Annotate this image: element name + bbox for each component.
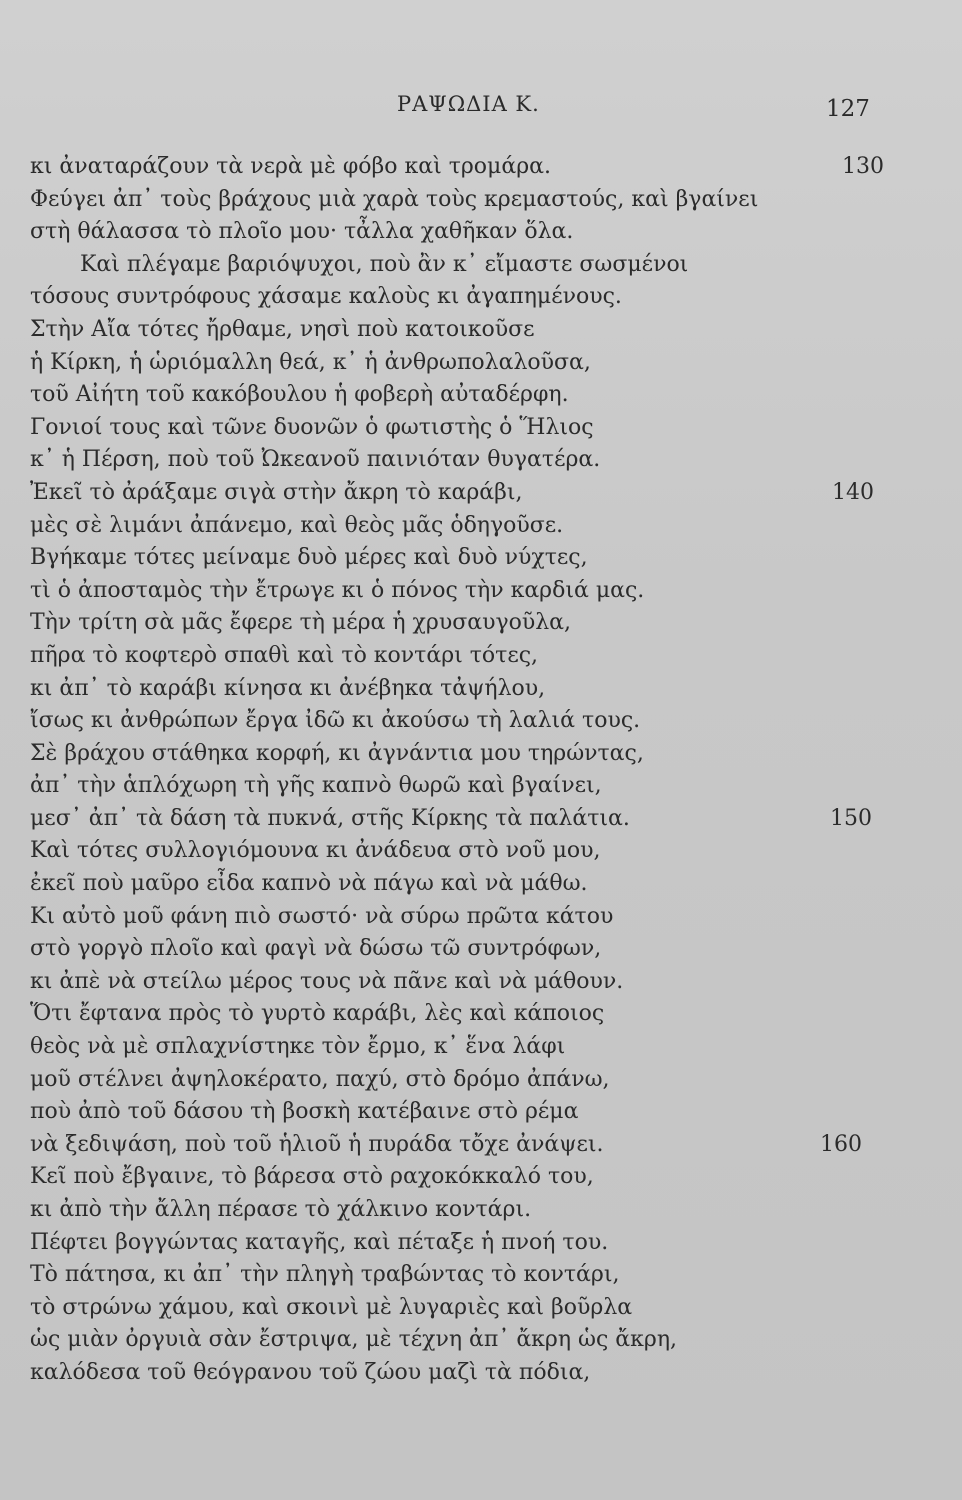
verse-line <box>30 1161 930 1194</box>
verse-text: Καὶ τότες συλλογιόμουνα κι ἀνάδευα στὸ νοῦ μου, <box>30 838 601 864</box>
verse-text: μοῦ στέλνει ἀψηλοκέρατο, παχύ, στὸ δρόμο ἀπάνω, <box>30 1066 610 1092</box>
verse-text: τοῦ Αἰήτη τοῦ κακόβουλου ἡ φοβερὴ αὐταδέρφη. <box>30 382 569 408</box>
page-number: 127 <box>826 96 870 122</box>
verse-text: ὡς μιὰν ὀργυιὰ σὰν ἔστριψα, μὲ τέχνη ἀπ᾽ ἄκρη ὡς ἄκρη, <box>30 1327 678 1353</box>
verse-line <box>30 835 930 868</box>
verse-line <box>30 281 930 314</box>
verse-line <box>30 1324 930 1357</box>
verse-text: κι ἀπὲ νὰ στείλω μέρος τους νὰ πᾶνε καὶ νὰ μάθουν. <box>30 968 624 994</box>
verse-line <box>30 933 930 966</box>
verse-text: ποὺ ἀπὸ τοῦ δάσου τὴ βοσκὴ κατέβαινε στὸ ρέμα <box>30 1099 579 1125</box>
verse-line <box>30 1031 930 1064</box>
line-number: 130 <box>842 154 884 179</box>
verse-text: Καὶ πλέγαμε βαριόψυχοι, ποὺ ἂν κ᾽ εἴμαστε σωσμένοι <box>80 251 689 277</box>
verse-line <box>30 249 930 282</box>
verse-line <box>30 673 930 706</box>
verse-line <box>30 379 930 412</box>
verse-line <box>30 1096 930 1129</box>
verse-text: Στὴν Αἴα τότες ἤρθαμε, νησὶ ποὺ κατοικοῦσε <box>30 316 535 342</box>
verse-line <box>30 477 930 510</box>
verse-text: κι ἀναταράζουν τὰ νερὰ μὲ φόβο καὶ τρομάρα. <box>30 154 551 179</box>
verse-text: στὴ θάλασσα τὸ πλοῖο μου· τἆλλα χαθῆκαν ὅλα. <box>30 219 574 245</box>
verse-text: πῆρα τὸ κοφτερὸ σπαθὶ καὶ τὸ κοντάρι τότες, <box>30 642 539 668</box>
verse-text: τόσους συντρόφους χάσαμε καλοὺς κι ἀγαπημένους. <box>30 284 622 310</box>
verse-line <box>30 998 930 1031</box>
verse-line <box>30 1129 930 1162</box>
verse-line <box>30 1227 930 1260</box>
verse-text: νὰ ξεδιψάση, ποὺ τοῦ ἡλιοῦ ἡ πυράδα τὄχε ἀνάψει. <box>30 1131 604 1157</box>
verse-text: κ᾽ ἡ Πέρση, ποὺ τοῦ Ὠκεανοῦ παινιόταν θυγατέρα. <box>30 447 601 473</box>
verse-text: Τὴν τρίτη σὰ μᾶς ἔφερε τὴ μέρα ἡ χρυσαυγοῦλα, <box>30 610 572 636</box>
verse-text: Πέφτει βογγώντας καταγῆς, καὶ πέταξε ἡ πνοή του. <box>30 1229 609 1255</box>
verse-line <box>30 575 930 608</box>
verse-text: τὶ ὁ ἀποσταμὸς τὴν ἔτρωγε κι ὁ πόνος τὴν καρδιά μας. <box>30 577 645 603</box>
verse-line <box>30 868 930 901</box>
verse-line <box>30 216 930 249</box>
verse-line <box>30 705 930 738</box>
verse-text: ἐκεῖ ποὺ μαῦρο εἶδα καπνὸ νὰ πάγω καὶ νὰ μάθω. <box>30 871 588 897</box>
verse-line <box>30 444 930 477</box>
verse-line <box>30 184 930 217</box>
verse-line <box>30 347 930 380</box>
verse-text: ἀπ᾽ τὴν ἁπλόχωρη τὴ γῆς καπνὸ θωρῶ καὶ βγαίνει, <box>30 773 602 799</box>
verse-text: ἴσως κι ἀνθρώπων ἔργα ἰδῶ κι ἀκούσω τὴ λαλιά τους. <box>30 708 641 734</box>
verse-line <box>30 901 930 934</box>
verse-text: Βγήκαμε τότες μείναμε δυὸ μέρες καὶ δυὸ νύχτες, <box>30 545 588 571</box>
verse-text: κι ἀπὸ τὴν ἄλλη πέρασε τὸ χάλκινο κοντάρι. <box>30 1197 532 1222</box>
verse-text: θεὸς νὰ μὲ σπλαχνίστηκε τὸν ἔρμο, κ᾽ ἕνα λάφι <box>30 1034 566 1060</box>
line-number: 150 <box>830 805 872 831</box>
poem-text-block <box>30 151 930 1390</box>
verse-line <box>30 1357 930 1390</box>
verse-line <box>30 542 930 575</box>
verse-text: μεσ᾽ ἀπ᾽ τὰ δάση τὰ πυκνά, στῆς Κίρκης τὰ παλάτια. <box>30 805 630 831</box>
verse-text: ἡ Κίρκη, ἡ ὡριόμαλλη θεά, κ᾽ ἡ ἀνθρωπολαλοῦσα, <box>30 349 591 375</box>
verse-text: Τὸ πάτησα, κι ἀπ᾽ τὴν πληγὴ τραβώντας τὸ κοντάρι, <box>30 1262 620 1288</box>
verse-line <box>30 966 930 999</box>
verse-line <box>30 1194 930 1227</box>
verse-line <box>30 1259 930 1292</box>
line-number: 140 <box>832 479 874 505</box>
verse-line <box>30 770 930 803</box>
verse-text: Κι αὐτὸ μοῦ φάνη πιὸ σωστό· νὰ σύρω πρῶτα κάτου <box>30 903 614 929</box>
verse-line <box>30 738 930 771</box>
verse-text: καλόδεσα τοῦ θεόγρανου τοῦ ζώου μαζὶ τὰ πόδια, <box>30 1359 591 1385</box>
verse-line <box>30 314 930 347</box>
running-title: ΡΑΨΩΔΙΑ Κ. <box>397 92 540 116</box>
verse-text: Γονιοί τους καὶ τῶνε δυονῶν ὁ φωτιστὴς ὁ Ἥλιος <box>30 414 594 440</box>
verse-text: στὸ γοργὸ πλοῖο καὶ φαγὶ νὰ δώσω τῶ συντρόφων, <box>30 936 602 962</box>
verse-line <box>30 803 930 836</box>
verse-text: κι ἀπ᾽ τὸ καράβι κίνησα κι ἀνέβηκα τἀψήλου, <box>30 675 546 701</box>
verse-line <box>30 510 930 543</box>
verse-text: Κεῖ ποὺ ἔβγαινε, τὸ βάρεσα στὸ ραχοκόκκαλό του, <box>30 1164 594 1190</box>
line-number: 160 <box>820 1131 862 1157</box>
verse-line <box>30 151 930 184</box>
verse-line <box>30 1064 930 1097</box>
verse-text: Σὲ βράχου στάθηκα κορφή, κι ἀγνάντια μου τηρώντας, <box>30 740 644 766</box>
verse-text: Ὅτι ἔφτανα πρὸς τὸ γυρτὸ καράβι, λὲς καὶ κάποιος <box>30 1001 605 1027</box>
verse-text: Φεύγει ἀπ᾽ τοὺς βράχους μιὰ χαρὰ τοὺς κρεμαστούς, καὶ βγαίνει <box>30 186 759 212</box>
verse-line <box>30 1292 930 1325</box>
verse-line <box>30 607 930 640</box>
verse-text: μὲς σὲ λιμάνι ἀπάνεμο, καὶ θεὸς μᾶς ὁδηγοῦσε. <box>30 512 564 538</box>
verse-line <box>30 412 930 445</box>
verse-line <box>30 640 930 673</box>
verse-text: Ἐκεῖ τὸ ἀράξαμε σιγὰ στὴν ἄκρη τὸ καράβι, <box>30 479 523 505</box>
verse-text: τὸ στρώνω χάμου, καὶ σκοινὶ μὲ λυγαριὲς καὶ βοῦρλα <box>30 1294 633 1320</box>
